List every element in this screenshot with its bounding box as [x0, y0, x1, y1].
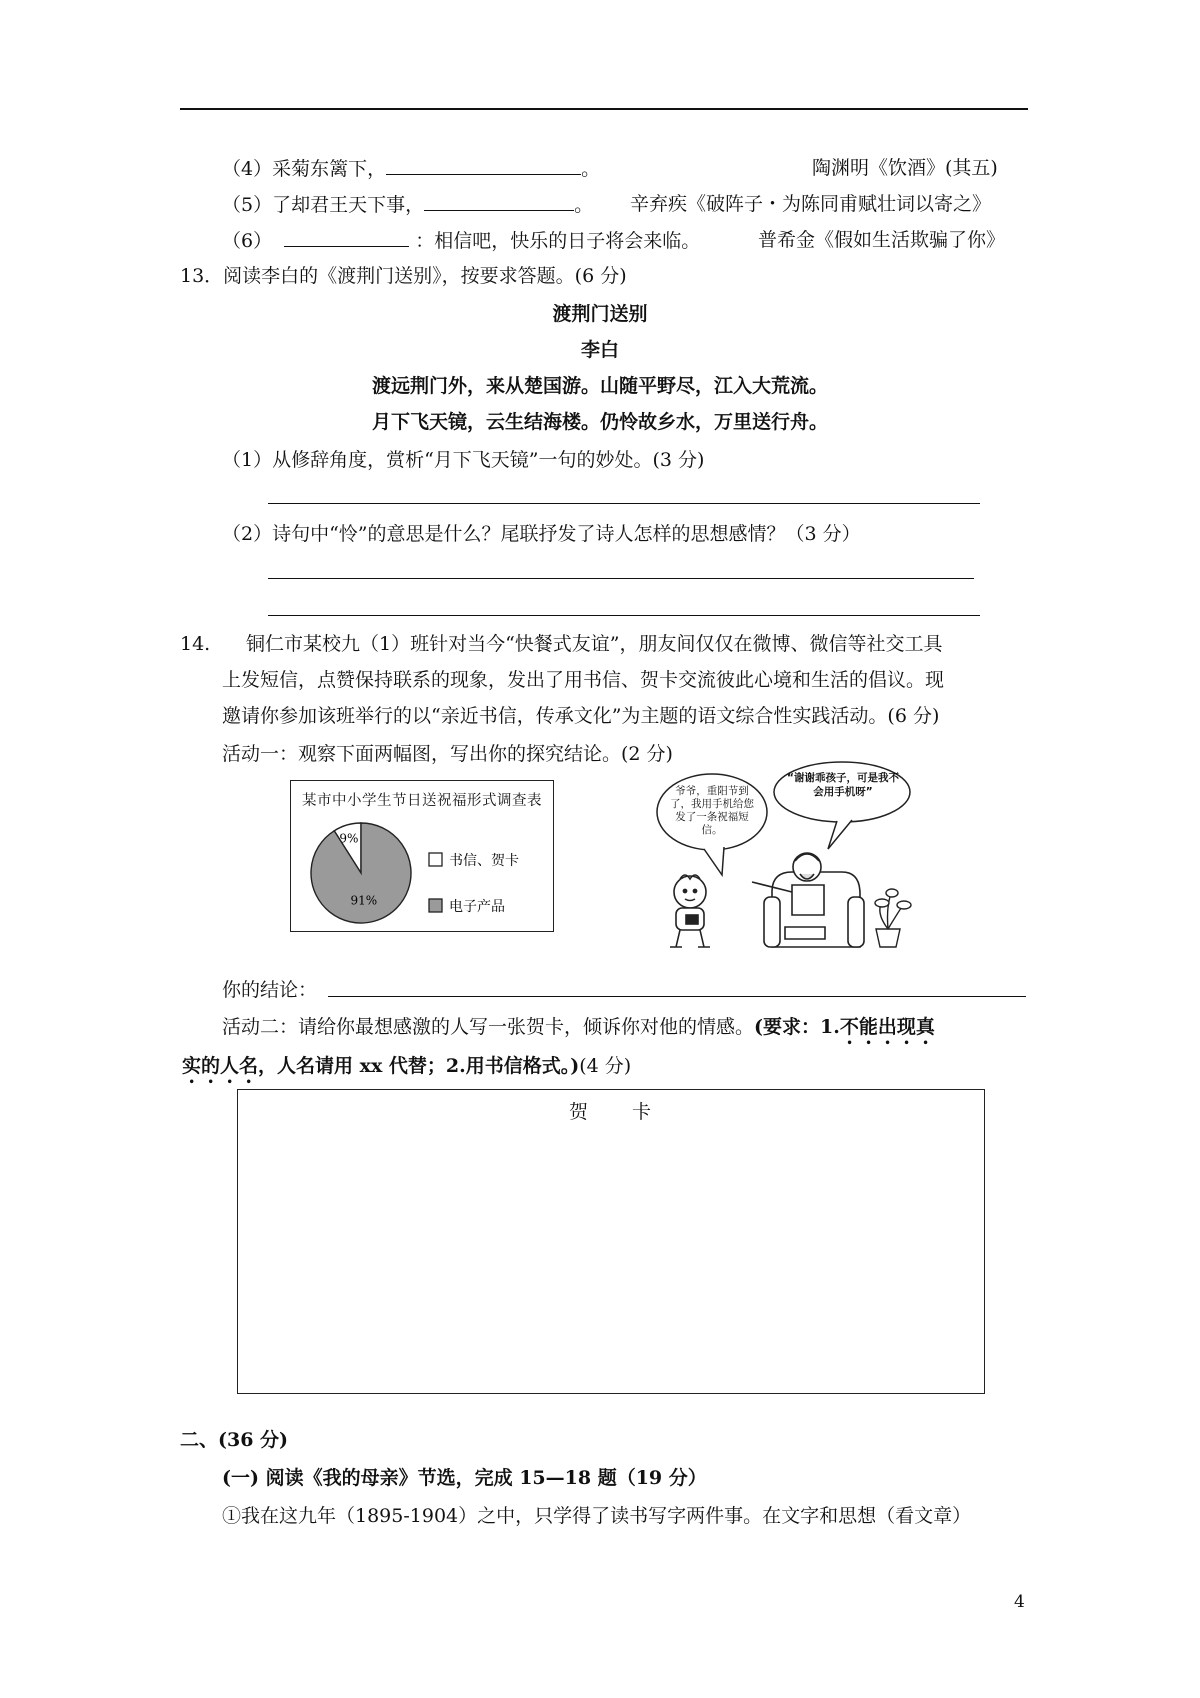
answer-line[interactable]: [268, 503, 980, 504]
paragraph-1: ①我在这九年（1895-1904）之中，只学得了读书写字两件事。在文字和思想（看文章）: [222, 1505, 972, 1527]
q14-line1: 铜仁市某校九（1）班针对当今“快餐式友谊”，朋友间仅仅在微博、微信等社交工具: [246, 633, 943, 655]
legend-swatch-2: [429, 899, 442, 912]
pie-label-1: 9%: [339, 831, 359, 846]
poem-num: （6）: [222, 230, 273, 252]
requirement-rest: ，人名请用 xx 代替；2.用书信格式。): [258, 1055, 580, 1077]
poem-line-5: [222, 192, 593, 217]
survey-chart: [290, 780, 554, 932]
greeting-card-box[interactable]: [237, 1089, 985, 1394]
header-rule: [180, 108, 1028, 110]
poem-num: （4）: [222, 158, 273, 180]
q14-num: 14.: [180, 633, 211, 655]
legend-label-1: 书信、贺卡: [449, 853, 519, 869]
q13-sub2: （2）诗句中“怜”的意思是什么？尾联抒发了诗人怎样的思想感情？（3 分）: [222, 523, 861, 545]
poem-verse-1: 渡远荆门外，来从楚国游。山随平野尽，江入大荒流。: [371, 375, 828, 397]
requirement-emphasis: 不能出现真: [839, 1016, 935, 1038]
section-title: 二、(36 分): [180, 1429, 289, 1451]
legend-swatch-1: [429, 853, 442, 866]
q13-stem: 13．阅读李白的《渡荆门送别》，按要求答题。(6 分): [180, 265, 627, 287]
chart-title: 某市中小学生节日送祝福形式调查表: [302, 793, 542, 809]
poem-before: 了却君王天下事，: [272, 194, 425, 216]
activity2-text: 活动二：请给你最想感激的人写一张贺卡，倾诉你对他的情感。: [222, 1016, 755, 1038]
poem-title: 渡荆门送别: [552, 303, 648, 325]
conclusion-label: 你的结论：: [222, 979, 318, 1001]
poem-line-4: [222, 156, 600, 181]
poem-source-4: 陶渊明《饮酒》(其五): [812, 157, 998, 179]
pie-label-2: 91%: [350, 893, 378, 908]
poem-before: 采菊东篱下，: [272, 158, 387, 180]
plant-icon: [875, 889, 911, 947]
answer-blank[interactable]: [386, 156, 581, 175]
card-label: 贺 卡: [568, 1101, 653, 1123]
activity2-line1: [222, 1015, 935, 1049]
poem-after: 。: [581, 158, 601, 180]
poem-after: ：相信吧，快乐的日子将会来临。: [415, 230, 701, 252]
activity2-line2: [182, 1054, 631, 1088]
poem-verse-2: 月下飞天镜，云生结海楼。仍怜故乡水，万里送行舟。: [371, 411, 828, 433]
poem-source-6: 普希金《假如生活欺骗了你》: [758, 229, 1006, 251]
boy-bubble-text: 爷爷，重阳节到了，我用手机给您发了一条祝福短信。: [670, 785, 754, 836]
grandpa-figure: [752, 853, 864, 947]
answer-line[interactable]: [268, 578, 974, 579]
activity2-score: (4 分): [579, 1055, 632, 1077]
q14-line2: 上发短信，点赞保持联系的现象，发出了用书信、贺卡交流彼此心境和生活的倡议。现: [222, 669, 945, 691]
conclusion-answer-line[interactable]: [328, 996, 1026, 997]
q14-line3: 邀请你参加该班举行的以“亲近书信，传承文化”为主题的语文综合性实践活动。(6 分): [222, 705, 940, 727]
page-number: 4: [1014, 1592, 1025, 1612]
poem-source-5: 辛弃疾《破阵子・为陈同甫赋壮词以寄之》: [630, 193, 992, 215]
section-subtitle: (一) 阅读《我的母亲》节选，完成 15—18 题（19 分）: [222, 1467, 707, 1489]
grandpa-bubble-text: “谢谢乖孩子，可是我不会用手机呀”: [787, 772, 899, 798]
boy-figure: [670, 875, 710, 947]
answer-line[interactable]: [268, 615, 980, 616]
requirement-prefix: (要求：1.: [754, 1016, 840, 1038]
answer-blank[interactable]: [424, 192, 574, 211]
poem-line-6: [222, 228, 700, 253]
answer-blank[interactable]: [284, 228, 409, 247]
pie-chart: [291, 781, 553, 931]
cartoon-illustration: [652, 757, 952, 952]
activity1: 活动一：观察下面两幅图，写出你的探究结论。(2 分): [222, 743, 673, 765]
poem-after: 。: [574, 194, 594, 216]
poem-num: （5）: [222, 194, 273, 216]
requirement-emphasis: 实的人名: [182, 1055, 259, 1077]
q13-sub1: （1）从修辞角度，赏析“月下飞天镜”一句的妙处。(3 分): [222, 449, 705, 471]
poem-author: 李白: [580, 339, 619, 361]
pie-slice-2: [311, 823, 411, 923]
legend-label-2: 电子产品: [449, 899, 505, 915]
